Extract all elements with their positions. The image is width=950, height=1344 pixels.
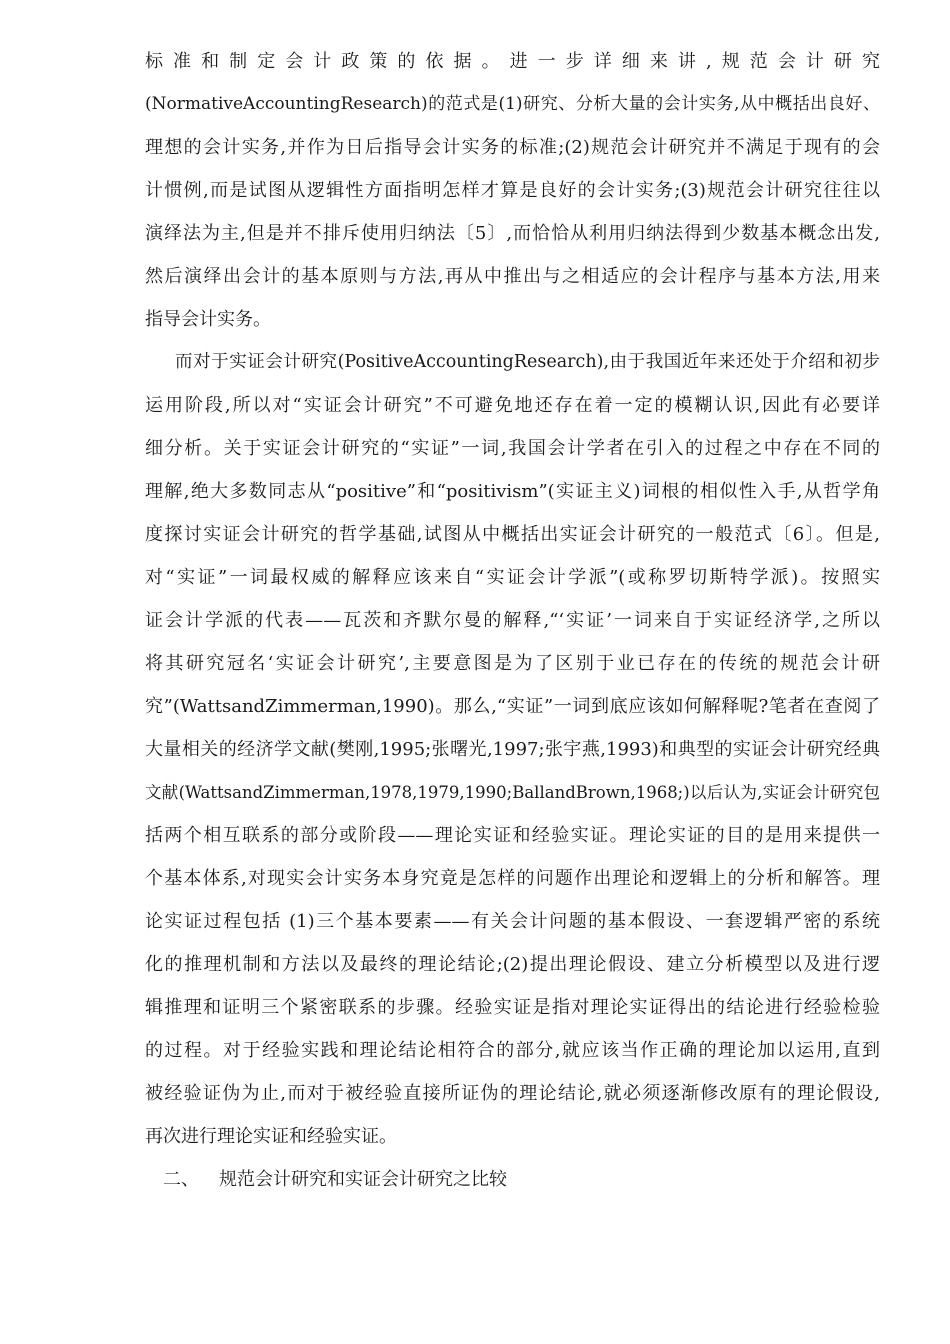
text-line: 运用阶段,所以对“实证会计研究”不可避免地还存在着一定的模糊认识,因此有必要详 <box>145 395 880 416</box>
text-line: 标准和制定会计政策的依据。进一步详细来讲,规范会计研究 <box>145 51 880 72</box>
text-line: 然后演绎出会计的基本原则与方法,再从中推出与之相适应的会计程序与基本方法,用来 <box>145 266 880 287</box>
text-line: 究”(WattsandZimmerman,1990)。那么,“实证”一词到底应该如何解释呢?笔者在查阅了 <box>145 696 880 717</box>
text-line: 证会计学派的代表——瓦茨和齐默尔曼的解释,“‘实证’一词来自于实证经济学,之所以 <box>145 610 880 631</box>
paragraph-normative-research <box>145 40 880 341</box>
text-line: 辑推理和证明三个紧密联系的步骤。经验实证是指对理论实证得出的结论进行经验检验 <box>145 997 880 1018</box>
text-line: 而对于实证会计研究(PositiveAccountingResearch),由于我国近年来还处于介绍和初步 <box>175 352 880 372</box>
text-line: 化的推理机制和方法以及最终的理论结论;(2)提出理论假设、建立分析模型以及进行逻 <box>145 954 880 975</box>
text-line: 细分析。关于实证会计研究的“实证”一词,我国会计学者在引入的过程之中存在不同的 <box>145 438 880 459</box>
text-line: 个基本体系,对现实会计实务本身究竟是怎样的问题作出理论和逻辑上的分析和解答。理 <box>145 868 880 889</box>
text-line: 再次进行理论实证和经验实证。 <box>145 1126 397 1147</box>
document-page <box>145 40 880 1201</box>
text-line: 文献(WattsandZimmerman,1978,1979,1990;BallandBrown,1968;)以后认为,实证会计研究包 <box>145 783 880 802</box>
text-line: 度探讨实证会计研究的哲学基础,试图从中概括出实证会计研究的一般范式〔6〕。但是, <box>145 524 880 545</box>
text-line: 计惯例,而是试图从逻辑性方面指明怎样才算是良好的会计实务;(3)规范会计研究往往以 <box>145 180 880 201</box>
text-line: (NormativeAccountingResearch)的范式是(1)研究、分析大量的会计实务,从中概括出良好、 <box>145 94 880 114</box>
text-line: 演绎法为主,但是并不排斥使用归纳法〔5〕,而恰恰从利用归纳法得到少数基本概念出发, <box>145 223 880 244</box>
section-heading <box>145 1158 880 1201</box>
text-line: 对“实证”一词最权威的解释应该来自“实证会计学派”(或称罗切斯特学派)。按照实 <box>145 567 880 588</box>
text-line: 论实证过程包括 (1)三个基本要素——有关会计问题的基本假设、一套逻辑严密的系统 <box>145 911 880 932</box>
text-line: 大量相关的经济学文献(樊刚,1995;张曙光,1997;张宇燕,1993)和典型的实证会计研究经典 <box>145 739 880 760</box>
text-line: 将其研究冠名‘实证会计研究’,主要意图是为了区别于业已存在的传统的规范会计研 <box>145 653 880 674</box>
text-line: 被经验证伪为止,而对于被经验直接所证伪的理论结论,就必须逐渐修改原有的理论假设, <box>145 1083 880 1104</box>
text-line: 理解,绝大多数同志从“positive”和“positivism”(实证主义)词根的相似性入手,从哲学角 <box>145 481 880 502</box>
text-line: 括两个相互联系的部分或阶段——理论实证和经验实证。理论实证的目的是用来提供一 <box>145 825 880 846</box>
text-line: 指导会计实务。 <box>145 309 271 330</box>
text-line: 理想的会计实务,并作为日后指导会计实务的标准;(2)规范会计研究并不满足于现有的会 <box>145 137 880 158</box>
section-title: 规范会计研究和实证会计研究之比较 <box>219 1169 507 1190</box>
text-line: 的过程。对于经验实践和理论结论相符合的部分,就应该当作正确的理论加以运用,直到 <box>145 1040 880 1061</box>
paragraph-positive-research <box>145 341 880 1158</box>
section-number: 二、 <box>163 1169 199 1190</box>
